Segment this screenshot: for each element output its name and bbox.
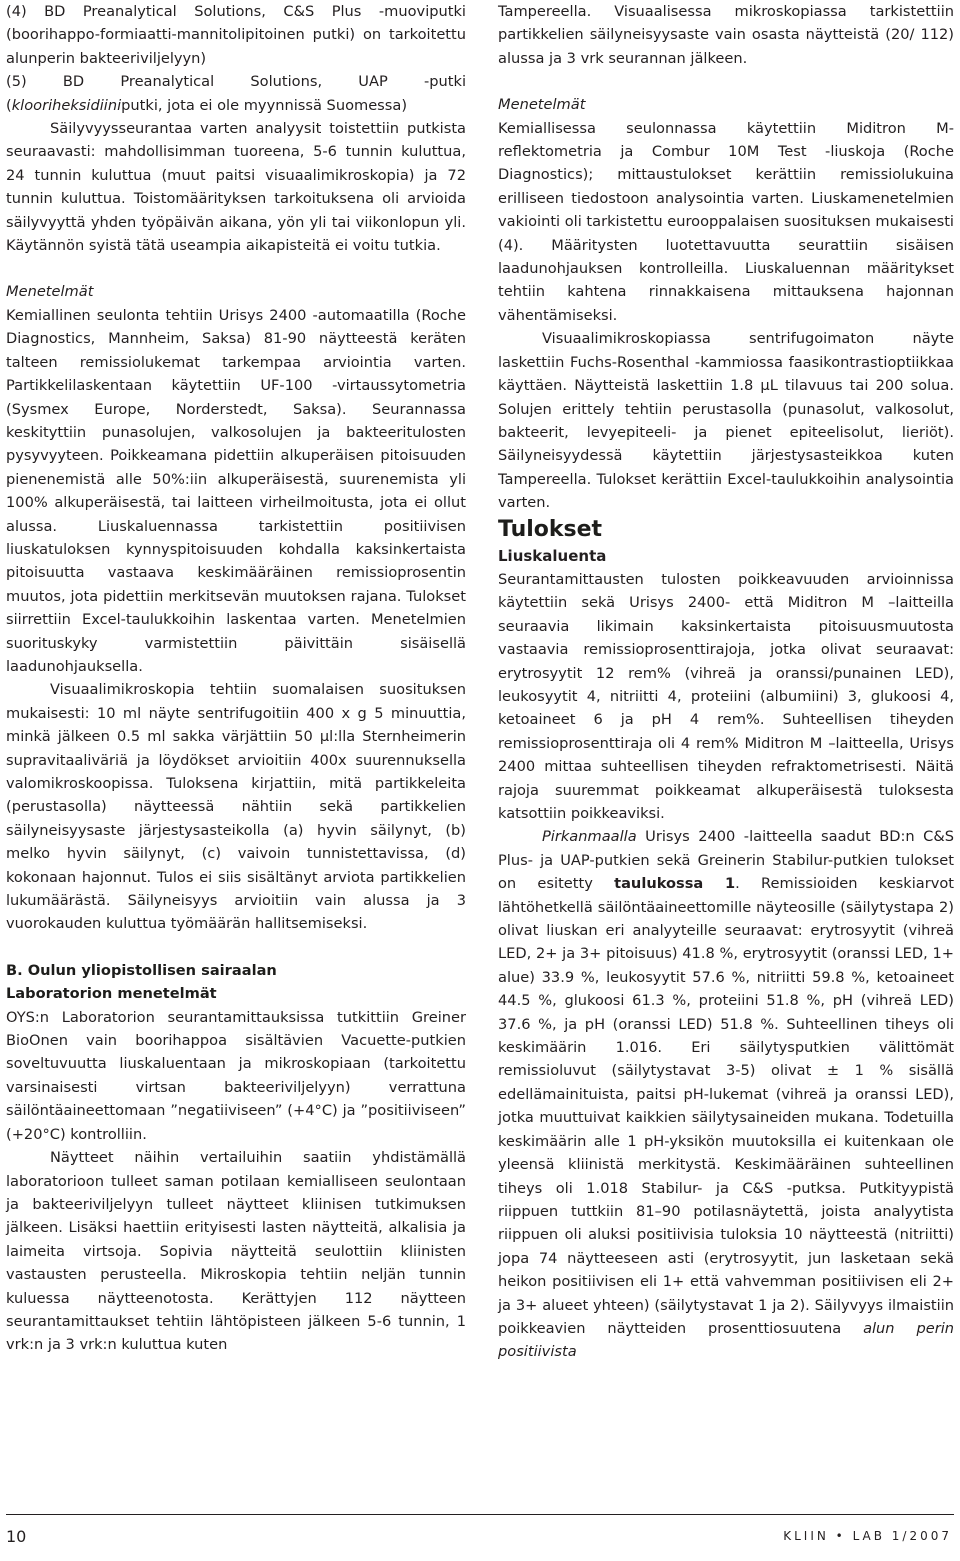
journal-name: KLIIN • LAB 1/2007: [783, 1529, 952, 1543]
paragraph-samples: Näytteet näihin vertailuihin saatiin yhdistämällä laboratorioon tulleet saman potilaan kemialliseen seulontaan ja bakteeriviljelyyn tulleet näytteet kliinisen tutkimuksen jälkeen. Lisäksi haettiin erityisesti lasten näytteitä, alkalisia ja laimeita virtsoja. Sopivia näytteitä seulottiin kliinisten vastausten perusteella. Mikroskopia tehtiin neljän tunnin kuluessa näytteenotosta. Kerättyjen 112 näytteen seurantamittaukset tehtiin lähtöpisteen jälkeen 5-6 tunnin, 1 vrk:n ja 3 vrk:n kuluttua kuten: [6, 1149, 466, 1354]
footnote-5-text-end: putki, jota ei ole myynnissä Suomessa): [121, 96, 408, 114]
pirkanmaa-emphasis: Pirkanmaalla: [542, 828, 637, 846]
footnote-4: (4) BD Preanalytical Solutions, C&S Plus -muoviputki (boorihappo-formiaatti-mannitolipitoinen putki) on tarkoitettu alunperin bakteeriviljelyyn): [6, 3, 466, 67]
heading-strip-reading: Liuskaluenta: [498, 546, 607, 565]
pirkanmaa-emphasis-2: alun perin positiivista: [498, 1319, 954, 1361]
paragraph-visual-microscopy: Visuaalimikroskopia tehtiin suomalaisen suosituksen mukaisesti: 10 ml näyte sentrifugoitiin 400 x g 5 minuuttia, minkä jälkeen 0.5 ml sakka värjättiin 50 µl:lla Sternheimerin supravitaaliväriä ja löydökset arvioitiin 400x suurennuksella valomikroskoopissa. Tuloksena kirjattiin, mitä partikkeleita (perustasolla) näytteessä nähtiin sekä partikkelien säilyneisyysaste järjestysasteikolla (a) hyvin säilynyt, (b) melko hyvin säilynyt, (c) vaivoin tunnistettavissa, (d) kokonaan hajonnut. Tulos ei siis sisältänyt arviota partikkelien lukumäärästä. Säilyneisyys arvioitiin vain alussa ja 3 vuorokauden kuluttua työmäärän hallitsemiseksi.: [6, 681, 466, 933]
pirkanmaa-text-2: . Remissioiden keskiarvot lähtöhetkellä säilöntäaineettomille näyteosille (säilytystapa 2) olivat liuskan eri analyyteille seuraavat: erytrosyytit (vihreä LED, 2+ ja 3+ pitoisuus) 41.8 %, erytrosyytit (oranssi LED, 1+ alue) 33.9 %, leukosyytit 57.6 %, nitriitti 59.8 %, ketoaineet 44.5 %, glukoosi 61.3 %, proteiini 51.8 %, pH (vihreä LED) 37.6 %, ja pH (oranssi LED) 51.8 %. Suhteellinen tiheys oli keskimäärin 1.016. Eri säilytysputkien välittömät remissioluvut (säilytystavat 3-5) olivat ± 1 % sisällä edellämainituista, paitsi pH-lukemat (vihreä ja oranssi LED), jotka muuttuivat kaikkien säilytysaineiden mukana. Todetuilla keskimäärin alle 1 pH-yksikön muutoksilla ei kuitenkaan ole yleensä kliinistä merkitystä. Keskimääräinen suhteellinen tiheys oli 1.018 Stabilur- ja C&S -putksa. Putkityypistä riippuen tuttkiin 81–90 potilasnäytettä, joista analyytista riippuen oli aluksi positiivisia tuloksia 10 näytteestä (nitriitti) jopa 74 näytteeseen asti (erytrosyytit, jun lasketaan sekä heikon positiivisen eli 1+ että vahvemman positiivisen eli 2+ ja 3+ alueet yhteen) (säilytystavat 1 ja 2). Säilyvyys ilmaistiin poikkeavien näytteiden prosenttiosuutena: [498, 875, 955, 1337]
heading-results: Tulokset: [498, 516, 603, 542]
left-column: [6, 0, 466, 1357]
section-label-methods: Menetelmät: [6, 283, 94, 301]
heading-oulu-line2: Laboratorion menetelmät: [6, 985, 217, 1003]
section-label-methods-right: Menetelmät: [498, 96, 586, 114]
paragraph-fuchs-rosenthal: Visuaalimikroskopiassa sentrifugoimaton näyte laskettiin Fuchs-Rosenthal -kammiossa faasikontrastioptiikkaa käyttäen. Näytteistä laskettiin 1.8 µL tilavuus tai 200 solua. Solujen erittely tehtiin perustasolla (punasolut, valkosolut, bakteerit, levyepiteeli- ja pienet epiteelisolut, lieriöt). Säilyneisyydessä käytettiin järjestysasteikkoa kuten Tampereella. Tulokset kerättiin Excel-taulukkoihin analysointia varten.: [498, 330, 954, 512]
paragraph-oys-followup: OYS:n Laboratorion seurantamittauksissa tutkittiin Greiner BioOnen vain boorihappoa sisältävien Vacuette-putkien soveltuvuutta liuskaluentaan ja mikroskopiaan (tarkoitettu varsinaisesti virtsan bakteeriviljelyyn) verrattuna säilöntäaineettomaan ”negatiiviseen” (+4°C) ja ”positiiviseen” (+20°C) kontrolliin.: [6, 1008, 466, 1143]
page-number: 10: [6, 1527, 27, 1546]
paragraph-remission-limits: Seurantamittausten tulosten poikkeavuuden arvioinnissa käytettiin sekä Urisys 2400- että Miditron M –laitteilla seuraavia likimain kaksinkertaista pitoisuusmuutosta vastaavia remissioprosenttirajoja, jotka olivat seuraavat: erytrosyytit 12 rem% (vihreä ja oranssi/punainen LED), leukosyytit 4, nitriitti 4, proteiini (albumiini) 3, glukoosi 4, ketoaineet 6 ja pH 4 rem%. Suhteellisen tiheyden remissioprosenttiraja oli 4 rem% Miditron M –laitteella, Urisys 2400 mittaa suhteellisen tiheyden refraktometrisesti. Näitä rajoja suuremmat poikkeamat alkuperäisestä tuloksesta katsottiin poikkeaviksi.: [498, 570, 954, 822]
table-reference: taulukossa 1: [614, 875, 736, 893]
footnote-5-text: (5) BD Preanalytical Solutions, UAP -putki (: [6, 73, 466, 114]
footnote-5-emphasis: klooriheksidiini: [11, 96, 122, 114]
paragraph-chemical-screening: Kemiallinen seulonta tehtiin Urisys 2400 -automaatilla (Roche Diagnostics, Mannheim, Saksa) 81-90 näytteestä keräten talteen remissiolukemat tarkempaa arviointia varten. Partikkelilaskentaan käytettiin UF-100 -virtaussytometria (Sysmex Europe, Norderstedt, Saksa). Seurannassa keskityttiin punasolujen, valkosolujen ja bakteeritulosten pysyvyyteen. Poikkeamana pidettiin alkuperäisen pitoisuuden pienenemistä alle 50%:iin alkuperäisestä, suurenemista yli 100% alkuperäisestä, tai laitteen virheilmoitusta, jota ei ollut alussa. Liuskaluennassa tarkistettiin positiivisen liuskatuloksen kynnyspitoisuuden kohdalla kaksinkertaista pitoisuutta vastaava keskimääräinen remissioprosentin muutos, jota pidettiin merkitsevän muutoksen rajana. Tulokset siirrettiin Excel-taulukkoihin laskentaa varten. Menetelmien suorituskyky varmistettiin päivittäin sisäisellä laadunohjauksella.: [6, 306, 466, 675]
heading-oulu-line1: B. Oulun yliopistollisen sairaalan: [6, 961, 277, 979]
paragraph-stability-followup: Säilyvyysseurantaa varten analyysit toistettiin putkista seuraavasti: mahdollisimman tuoreena, 5-6 tunnin kuluttua, 24 tunnin kuluttua (muut paitsi visuaalimikroskopia) ja 72 tunnin kuluttua. Toistomäärityksen tarkoituksena oli arvioida säilyvyyttä yhden työpäivän aikana, yön yli tai viikonlopun yli. Käytännön syistä tätä useampia aikapisteitä ei voitu tutkia.: [6, 120, 466, 255]
footer-rule: [6, 1514, 954, 1515]
right-column: [498, 0, 954, 1364]
paragraph-miditron: Kemiallisessa seulonnassa käytettiin Miditron M-reflektometria ja Combur 10M Test -liuskoja (Roche Diagnostics); mittaustulokset kerättiin remissiolukuina erilliseen tiedostoon analysointia varten. Liuskamenetelmien vakiointi oli tarkistettu eurooppalaisen suosituksen mukaisesti (4). Määritysten luotettavuutta seurattiin sisäisen laadunohjauksen kontrolleilla. Liuskaluennan määritykset tehtiin kahtena rinnakkaisena mittauksena hajonnan vähentämiseksi.: [498, 119, 954, 324]
pirkanmaa-text: Urisys 2400 -laitteella saadut BD:n C&S Plus- ja UAP-putkien sekä Greinerin Stabilur-putkien tulokset on esitetty: [498, 828, 954, 893]
paragraph-pirkanmaa-results: [498, 825, 954, 1363]
paragraph-tampere-continuation: Tampereella. Visuaalisessa mikroskopiassa tarkistettiin partikkelien säilyneisyysaste vain osasta näytteistä (20/ 112) alussa ja 3 vrk seurannan jälkeen.: [498, 3, 954, 67]
footnote-5: [6, 70, 466, 117]
